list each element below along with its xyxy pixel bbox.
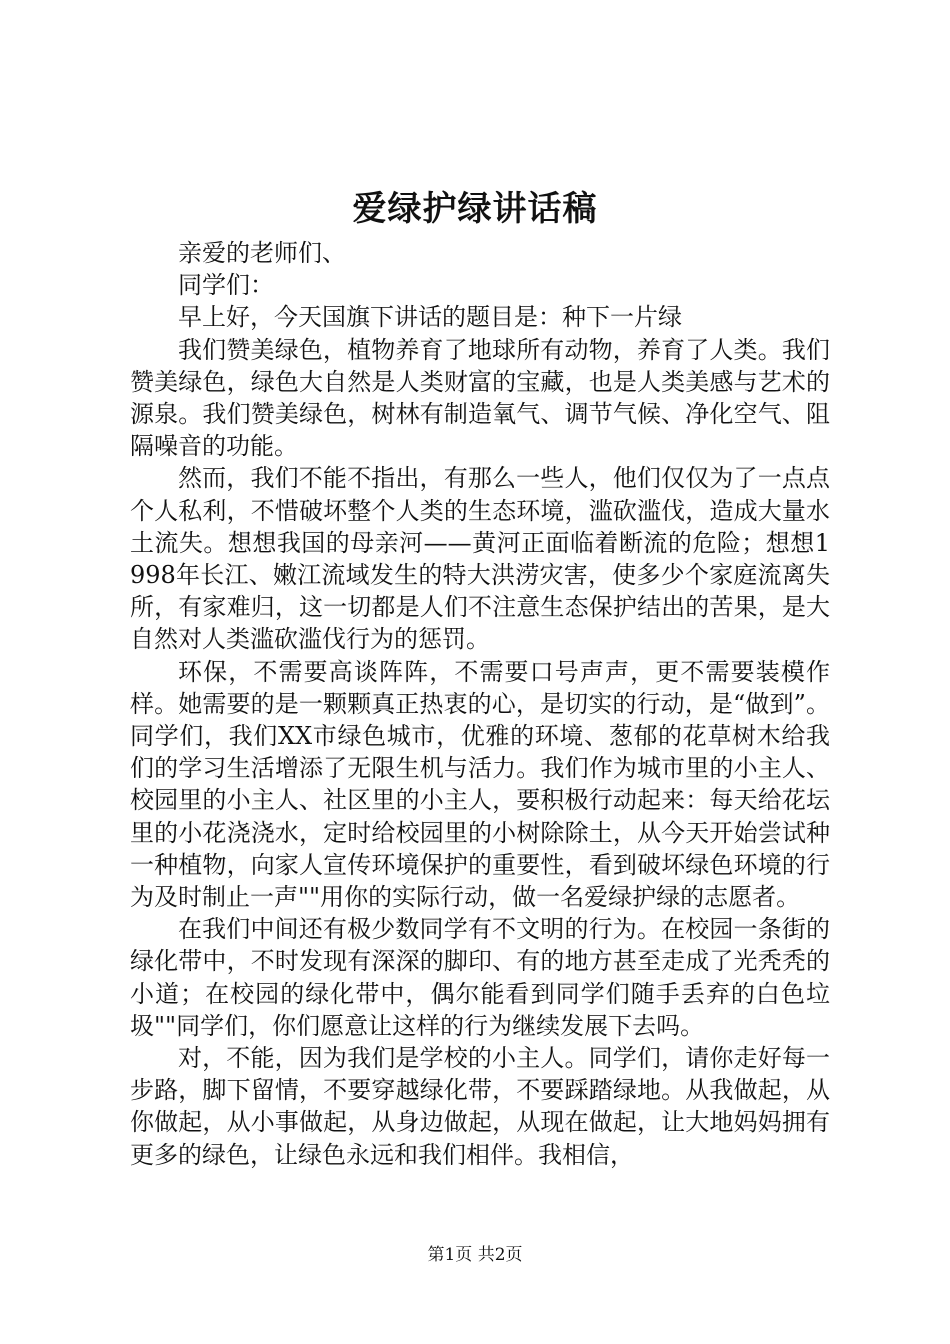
greeting-line-1: 亲爱的老师们、 bbox=[178, 239, 346, 267]
page-number-footer: 第1页 共2页 bbox=[427, 1245, 523, 1265]
opening-line: 早上好，今天国旗下讲话的题目是：种下一片绿 bbox=[178, 303, 682, 332]
paragraph: 对，不能，因为我们是学校的小主人。同学们，请你走好每一步路，脚下留情，不要穿越绿化带，不要踩踏绿地。从我做起，从你做起，从小事做起，从身边做起，从现在做起，让大地妈妈拥有更多的绿色，让绿色永远和我们相伴。我相信， bbox=[130, 1044, 830, 1169]
paragraph: 然而，我们不能不指出，有那么一些人，他们仅仅为了一点点个人私利，不惜破坏整个人类的生态环境，滥砍滥伐，造成大量水土流失。想想我国的母亲河——黄河正面临着断流的危险；想想1998年长江、嫩江流域发生的特大洪涝灾害，使多少个家庭流离失所，有家难归，这一切都是人们不注意生态保护结出的苦果，是大自然对人类滥砍滥伐行为的惩罚。 bbox=[130, 464, 830, 654]
document-title: 爱绿护绿讲话稿 bbox=[352, 189, 598, 229]
paragraph: 在我们中间还有极少数同学有不文明的行为。在校园一条街的绿化带中，不时发现有深深的脚印、有的地方甚至走成了光秃秃的小道；在校园的绿化带中，偶尔能看到同学们随手丢弃的白色垃圾""同学们，你们愿意让这样的行为继续发展下去吗。 bbox=[130, 915, 830, 1040]
greeting-line-2: 同学们： bbox=[178, 271, 274, 300]
paragraph: 我们赞美绿色，植物养育了地球所有动物，养育了人类。我们赞美绿色，绿色大自然是人类财富的宝藏，也是人类美感与艺术的源泉。我们赞美绿色，树林有制造氧气、调节气候、净化空气、阻隔噪音的功能。 bbox=[130, 335, 830, 461]
paragraph: 环保，不需要高谈阵阵，不需要口号声声，更不需要装模作样。她需要的是一颗颗真正热衷的心，是切实的行动，是“做到”。同学们，我们XX市绿色城市，优雅的环境、葱郁的花草树木给我们的学习生活增添了无限生机与活力。我们作为城市里的小主人、校园里的小主人、社区里的小主人，要积极行动起来：每天给花坛里的小花浇浇水，定时给校园里的小树除除土，从今天开始尝试种一种植物，向家人宣传环境保护的重要性，看到破坏绿色环境的行为及时制止一声""用你的实际行动，做一名爱绿护绿的志愿者。 bbox=[130, 657, 830, 912]
document-body bbox=[130, 237, 830, 1171]
